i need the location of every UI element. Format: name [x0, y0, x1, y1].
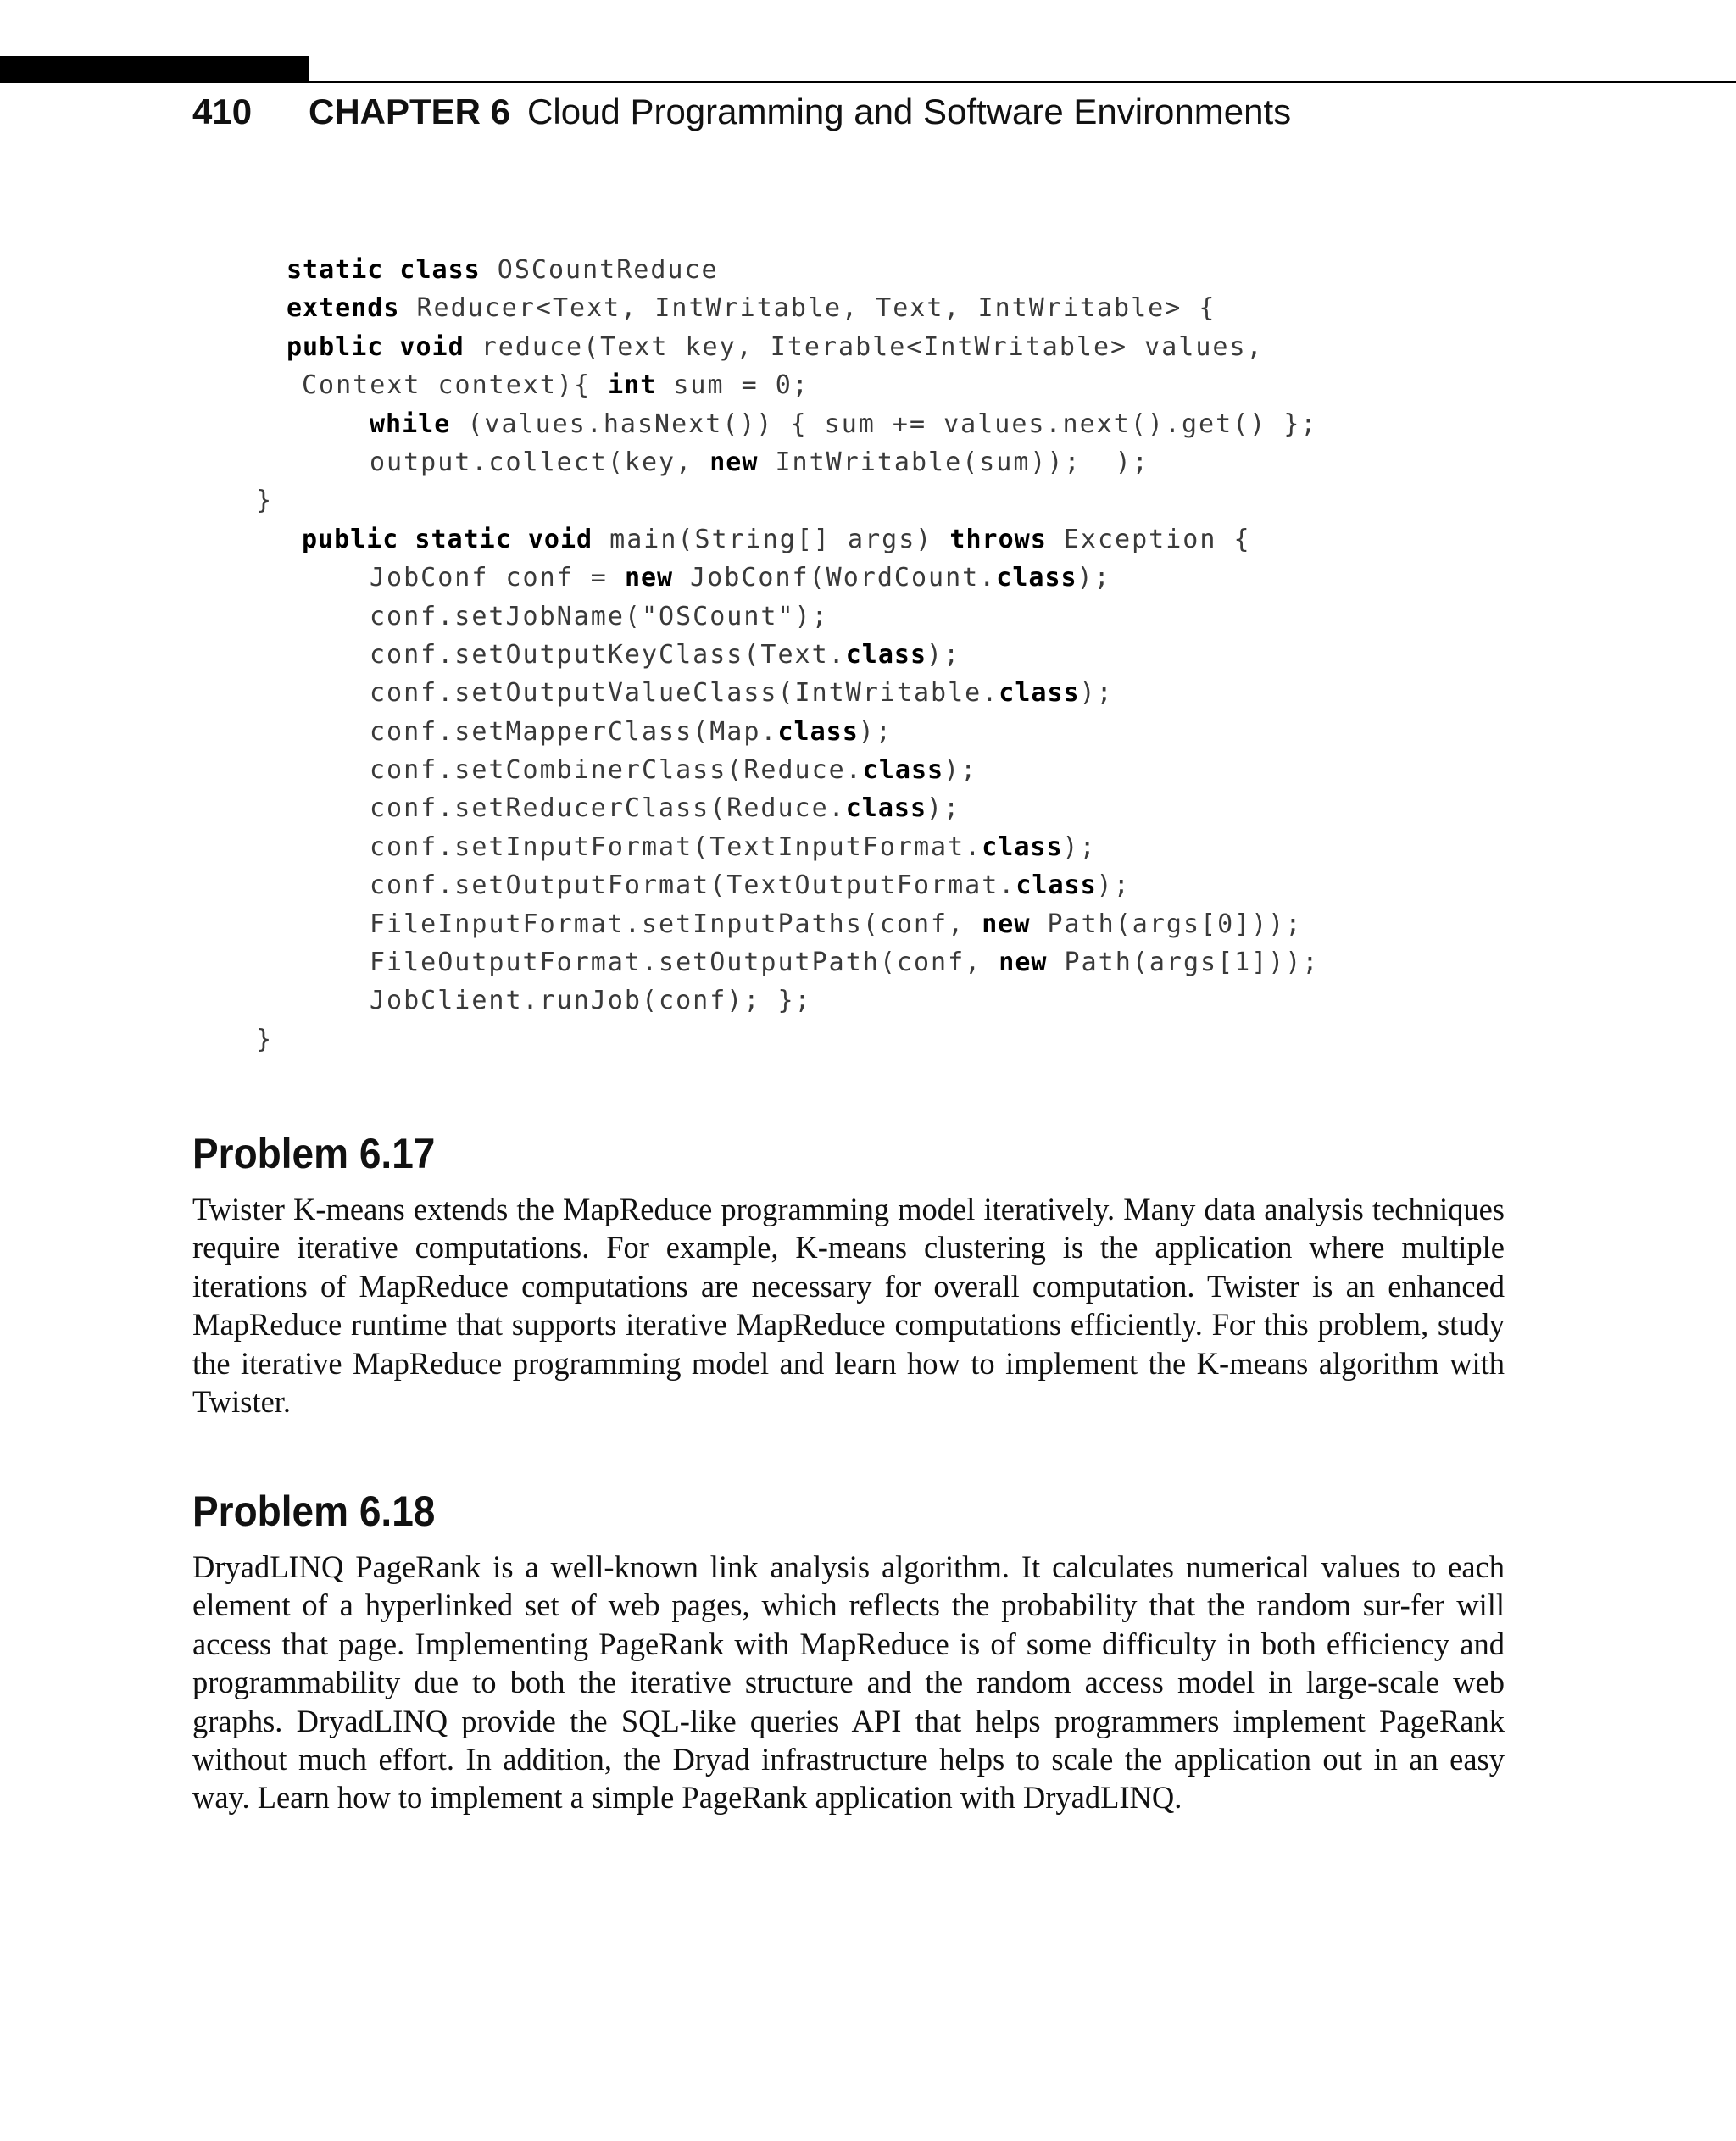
chapter-label: CHAPTER 6	[309, 92, 511, 131]
code-listing	[0, 251, 1736, 1059]
code-line: conf.setMapperClass(Map.class);	[370, 716, 893, 747]
code-line: Context context){ int sum = 0;	[302, 370, 810, 401]
problem-body: Twister K-means extends the MapReduce programming model iteratively. Many data analysis techniques require iterative computations. For example, K-means clustering is the application where multiple iterations of MapReduce computations are necessary for overall computation. Twister is an enhanced MapReduce runtime that supports iterative MapReduce computations efficiently. For this problem, study the iterative MapReduce programming model and learn how to implement the K-means algorithm with Twister.	[192, 1192, 1505, 1420]
code-line: FileInputFormat.setInputPaths(conf, new Path(args[0]));	[370, 909, 1303, 939]
code-line: while (values.hasNext()) { sum += values.next().get() };	[370, 409, 1318, 439]
problem-6-17	[192, 1127, 1505, 1421]
code-line: public static void main(String[] args) throws Exception {	[302, 524, 1251, 554]
page-number: 410	[192, 92, 253, 131]
code-line: extends Reducer<Text, IntWritable, Text, IntWritable> {	[287, 293, 1216, 324]
code-line: JobConf conf = new JobConf(WordCount.class);	[370, 563, 1111, 593]
code-line: output.collect(key, new IntWritable(sum)); );	[370, 447, 1149, 477]
problem-body: DryadLINQ PageRank is a well-known link analysis algorithm. It calculates numerical values to each element of a hyperlinked set of web pages, which reflects the probability that the random sur-fer will access that page. Implementing PageRank with MapReduce is of some difficulty in both efficiency and programmability due to both the iterative structure and the random access model in large-scale web graphs. DryadLINQ provide the SQL-like queries API that helps programmers implement PageRank without much effort. In addition, the Dryad infrastructure helps to scale the application out in an easy way. Learn how to implement a simple PageRank application with DryadLINQ.	[192, 1549, 1505, 1816]
header-rule	[309, 81, 1736, 83]
code-line: conf.setOutputFormat(TextOutputFormat.class);	[370, 870, 1131, 901]
code-line: FileOutputFormat.setOutputPath(conf, new Path(args[1]));	[370, 948, 1320, 978]
code-line: public void reduce(Text key, Iterable<IntWritable> values,	[287, 331, 1264, 362]
code-line: conf.setReducerClass(Reduce.class);	[370, 793, 961, 824]
code-line: conf.setInputFormat(TextInputFormat.class);	[370, 831, 1097, 862]
code-line: conf.setOutputKeyClass(Text.class);	[370, 639, 961, 670]
chapter-title: Cloud Programming and Software Environments	[527, 92, 1292, 131]
running-head	[192, 92, 1291, 142]
code-line: conf.setJobName("OSCount");	[370, 601, 829, 631]
code-line: conf.setOutputValueClass(IntWritable.class);	[370, 678, 1114, 709]
header-black-bar	[0, 56, 309, 83]
problem-heading: Problem 6.17	[192, 1130, 436, 1177]
code-line: JobClient.runJob(conf); };	[370, 986, 812, 1016]
code-line: }	[256, 486, 274, 516]
code-line: conf.setCombinerClass(Reduce.class);	[370, 755, 978, 786]
problem-6-18	[192, 1485, 1505, 1817]
code-line: }	[256, 1024, 274, 1054]
code-line: static class OSCountReduce	[287, 255, 719, 285]
problem-heading: Problem 6.18	[192, 1488, 436, 1535]
